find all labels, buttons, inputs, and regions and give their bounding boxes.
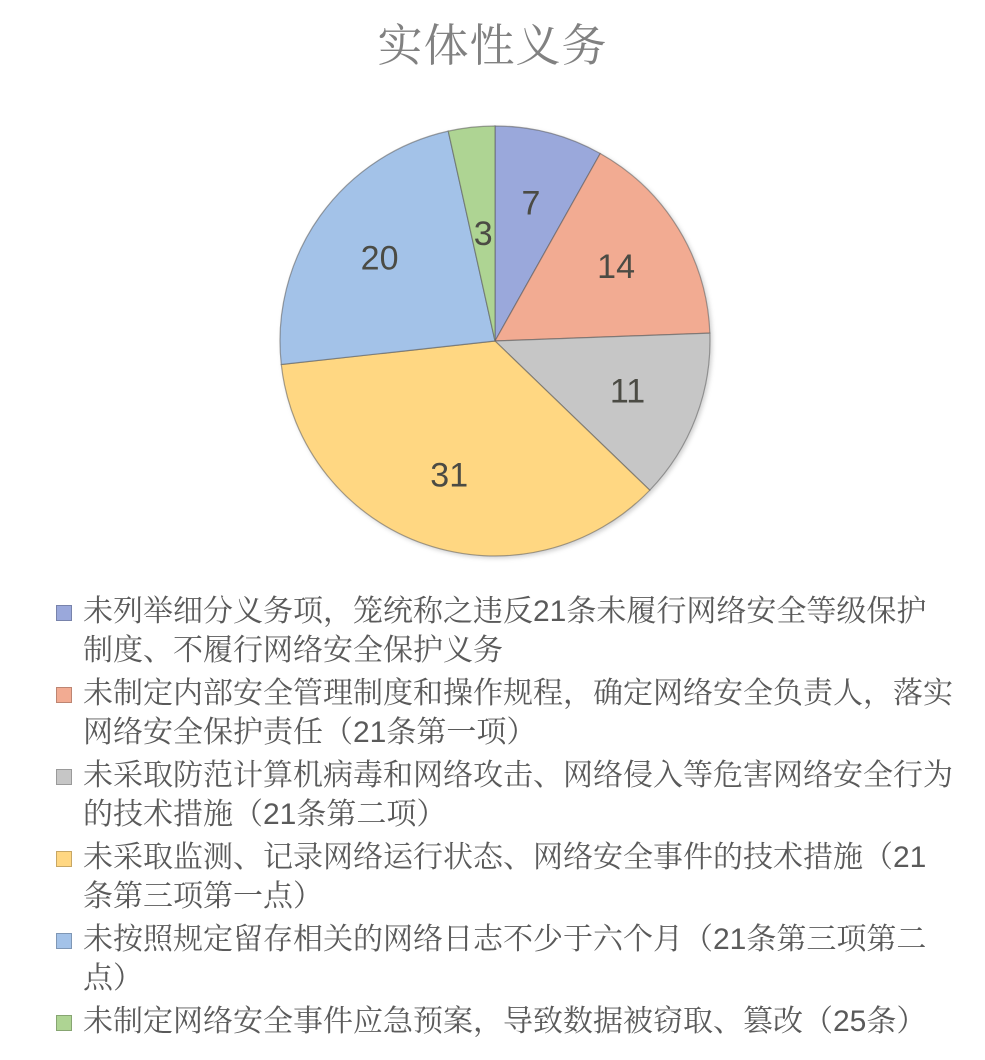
pie-svg <box>272 118 718 564</box>
legend-color-swatch <box>56 769 72 785</box>
legend-item-label: 未列举细分义务项，笼统称之违反21条未履行网络安全等级保护制度、不履行网络安全保护义务 <box>83 595 927 667</box>
legend-color-swatch <box>56 851 72 867</box>
legend-item[interactable] <box>56 1002 956 1041</box>
legend-item-label: 未制定网络安全事件应急预案，导致数据被窃取、篡改（25条） <box>83 1005 927 1038</box>
legend-item[interactable] <box>56 674 956 752</box>
pie-chart-area <box>272 118 718 564</box>
legend-item[interactable] <box>56 592 956 670</box>
pie-slice-label: 14 <box>597 248 636 287</box>
pie-slice-label: 31 <box>430 456 469 495</box>
legend-color-swatch <box>56 1015 72 1031</box>
legend-color-swatch <box>56 687 72 703</box>
pie-slices-group <box>280 126 710 556</box>
legend-item[interactable] <box>56 838 956 916</box>
legend-color-swatch <box>56 605 72 621</box>
legend-color-swatch <box>56 933 72 949</box>
pie-slice-label: 3 <box>473 215 493 254</box>
pie-slice-label: 20 <box>360 239 399 278</box>
chart-legend <box>56 592 956 1045</box>
pie-slice-label: 7 <box>521 184 541 223</box>
pie-slice-label: 11 <box>609 372 646 411</box>
legend-item[interactable] <box>56 920 956 998</box>
legend-item-label: 未采取防范计算机病毒和网络攻击、网络侵入等危害网络安全行为的技术措施（21条第二项） <box>83 759 953 831</box>
legend-item-label: 未采取监测、记录网络运行状态、网络安全事件的技术措施（21条第三项第一点） <box>83 841 927 913</box>
legend-item-label: 未制定内部安全管理制度和操作规程，确定网络安全负责人，落实网络安全保护责任（21条第一项） <box>83 677 953 749</box>
legend-item-label: 未按照规定留存相关的网络日志不少于六个月（21条第三项第二点） <box>83 923 927 995</box>
legend-item[interactable] <box>56 756 956 834</box>
chart-title: 实体性义务 <box>377 20 608 71</box>
